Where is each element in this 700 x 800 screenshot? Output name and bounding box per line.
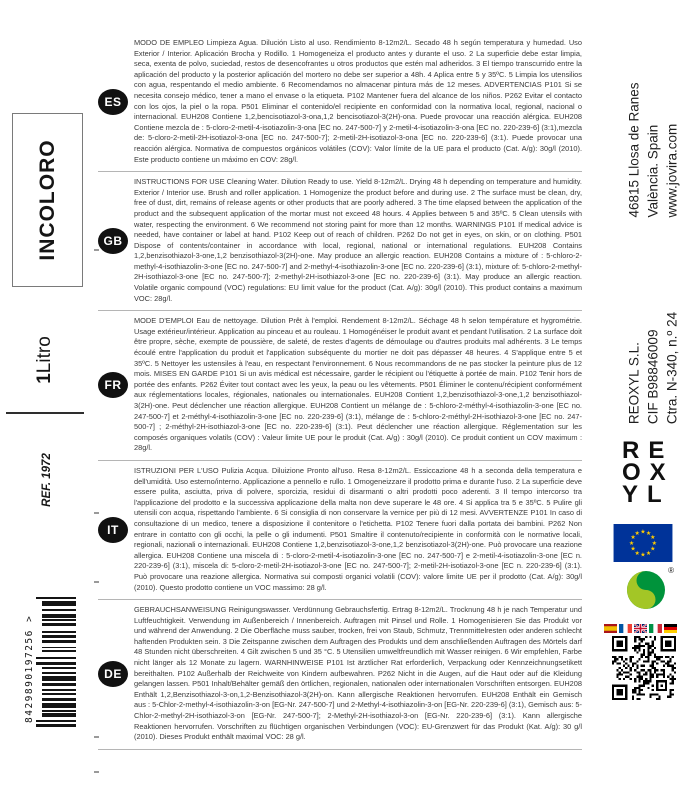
language-flags bbox=[604, 624, 677, 633]
language-badge-fr: FR bbox=[98, 372, 128, 398]
section-de bbox=[98, 600, 582, 750]
instructions-text-it: ISTRUZIONI PER L'USO Pulizia Acqua. Diluizione Pronto all'uso. Resa 8-12m2/L. Essiccazione 48 h a seconda della temperatura e dell'umidità. Uso esterno/interno. Applicazione a pennello e rullo. 1 Omogeneizzare il prodotto prima e durante l'uso. 2 La superficie deve essere pulita, asciutta, priva di polvere, sporcizia, residui di disarmanti o altri prodotti poco aderenti. 3 Il tempo intercorso tra l'applicazione del prodotto e la successiva applicazione della malta non deve superare le 48 ore. 4 Si applica tra 5 e 35ºC. 5 Pulire gli utensili con acqua, rispettando l'ambiente. 6 Si consiglia di non conservare la vernice per più di 12 mesi. AVVERTENZE P101 In caso di consultazione di un medico, tenere a disposizione il contenitore o l'etichetta. P102 Tenere fuori dalla portata dei bambini. P262 Non entrare in contatto con gli occhi, la pelle o gli indumenti. P501 Smaltire il contenuto/recipiente in conformità con le normative locali, regionali, nazionali o internazionali. EUH208 Contiene 1,2,benzisotiazol-3-one,1,2 benzisotiazol-3(2H)-one. Può provocare una reazione allergica. EUH208 Contiene una miscela di : 5-cloro-2-metil-4-isotiazolin-3-one [EC no. 247-500-7] e 2-metil-4-isotiazolin-3-one [EC n. 220-239-6] (3:1), miscela di: 5-cloro-2-metil-2H-isotiazol-3-one [EC no. 247-500-7]; 2-metil-2H-isotiazol-3-one [EC n. 220-239-6] (3:1). Può provocare una reazione allergica. Normativa sui composti organici volatili (COV): valore limite UE per il prodotto (Cat. A/g): 30g/l (2010). Questo prodotto contiene un VOC massimo: 28 g/l. bbox=[134, 465, 582, 592]
logo-row-3: YL bbox=[622, 481, 671, 508]
section-gb bbox=[98, 172, 582, 311]
size-label bbox=[34, 336, 56, 384]
barcode bbox=[24, 593, 76, 727]
company-name: REOXYL S.L. bbox=[626, 342, 642, 425]
svg-text:★: ★ bbox=[640, 528, 646, 536]
company-address-block bbox=[625, 82, 682, 217]
barcode-digits: 8429890197256 bbox=[24, 629, 35, 723]
flag-spain-icon bbox=[604, 624, 617, 633]
size-unit: Litro bbox=[34, 336, 55, 374]
language-badge-gb: GB bbox=[98, 228, 128, 254]
language-badge-de: DE bbox=[98, 661, 128, 687]
product-name-box bbox=[12, 113, 83, 287]
address-line-2: València. Spain bbox=[645, 124, 661, 218]
reoxyl-logo bbox=[622, 437, 675, 508]
size-divider-line bbox=[6, 412, 84, 414]
instructions-column bbox=[98, 33, 582, 750]
size-number: 1 bbox=[34, 373, 55, 384]
section-it bbox=[98, 461, 582, 600]
eu-flag-icon bbox=[612, 524, 674, 567]
svg-text:★: ★ bbox=[650, 534, 656, 542]
instructions-text-gb: INSTRUCTIONS FOR USE Cleaning Water. Dilution Ready to use. Yield 8-12m2/L. Drying 48 h depending on temperature and humidity. Exterior / Interior use. Brush and roller application. 1 Homogenize the product before and during use. 2 The surface must be clean, dry, free of dust, dirt, remains of release agents or other products that are poorly adhered. 3 The time elapsed between the application of the product and the subsequent application of the mortar must not exceed 48 hours. 4 Applies between 5 and 35ºC. 5 Clean utensils with water, respecting the environment. 6 We recommend not storing paint for more than 12 months. WARNINGS P101 If medical advice is needed, have container or label at hand. P102 Keep out of reach of children. P262 Do not get in eyes, on skin, or on clothing. P501 Dispose of contents/container in accordance with local, regional, national or international regulations. EUH208 Contains 1,2,benzisothiazol-3-one,1,2 benzisothiazol-3(2H)-one. May produce an allergic reaction. EUH208 Contains a mixture of : 5-chloro-2-methyl-4-isothiazolin-3-one [EC no. 247-500-7] and 2-methyl-4-isothiazolin-3-one [EC no. 220-239-6] (3:1), mixture of: 5-chloro-2-methyl-2H-isothiazol-3-one [EC no. 247-500-7]; 2-methyl-2H-isothiazol-3-one [EC no. 220-239-6] (3:1). May produce an allergic reaction. Volatile organic compound (VOC) regulations: EU limit value for the product (Cat. A/g): 30g/l (2010). This product contains a maximum VOC: 28g/l. bbox=[134, 177, 582, 303]
svg-text:★: ★ bbox=[651, 539, 658, 547]
svg-text:★: ★ bbox=[650, 545, 656, 553]
svg-text:★: ★ bbox=[645, 549, 652, 557]
svg-text:★: ★ bbox=[630, 534, 636, 542]
language-badge-es: ES bbox=[98, 89, 128, 115]
flag-uk-icon bbox=[634, 624, 647, 633]
barcode-suffix: > bbox=[24, 614, 35, 622]
section-es bbox=[98, 33, 582, 172]
company-road: Ctra. N-340, n.º 24 bbox=[664, 311, 680, 425]
flag-france-icon bbox=[619, 624, 632, 633]
product-name: INCOLORO bbox=[35, 139, 59, 261]
language-badge-it: IT bbox=[98, 517, 128, 543]
svg-text:★: ★ bbox=[628, 539, 635, 547]
flag-germany-icon bbox=[664, 624, 677, 633]
svg-text:★: ★ bbox=[630, 545, 636, 553]
instructions-text-de: GEBRAUCHSANWEISUNG Reinigungswasser. Verdünnung Gebrauchsfertig. Ertrag 8-12m2/L. Trocknung 48 h je nach Temperatur und Luftfeuchtigkeit. Verwendung im Außenbereich / Innenbereich. Auftragen mit Pinsel und Rolle. 1 Homogenisieren Sie das Produkt vor und während der Anwendung. 2 Die Oberfläche muss sauber, trocken, frei von Staub, Schmutz, Trennmittelresten oder anderen schlecht haftenden Produkten sein. 3 Die Zeitspanne zwischen dem Auftragen des Produkts und dem anschließenden Auftragen des Mörtels darf 48 Stunden nicht überschreiten. 4 Gilt zwischen 5 und 35 °C. 5 Utensilien umweltfreundlich mit Wasser reinigen. 6 Wir empfehlen, Farbe nicht länger als 12 Monate zu lagern. WARNHINWEISE P101 Ist ärztlicher Rat erforderlich, Verpackung oder Kennzeichnungsetikett bereithalten. P102 Außerhalb der Reichweite von Kindern aufbewahren. P262 Nicht in die Augen, auf die Haut oder auf die Kleidung gelangen lassen. P501 Inhalt/Behälter gemäß den örtlichen, regionalen, nationalen oder internationalen Vorschriften entsorgen. EUH208 Enthält 1,2,Benzisothiazol-3-on,1,2-Benzisothiazol-3(2H)-on. Kann allergische Reaktionen hervorrufen. EUH208 Enthält ein Gemisch aus : 5-Chlor-2-methyl-4-isothiazolin-3-on [EG-Nr. 247-500-7] und 2-Methyl-4-isothiazolin-3-on [EG-Nr. 220-239-6] (3:1), Gemisch aus: 5-Chlor-2-methyl-2H-isothiazol-3-on [EG-Nr. 247-500-7]; 2-Methyl-2H-isothiazol-3-on [EG-Nr. 220-239-6] (3:1). Kann allergische Reaktionen hervorrufen. Vorschriften zu flüchtigen organischen Verbindungen (VOC): EU-Grenzwert für das Produkt (Kat. A/g): 30 g/l (2010). Dieses Produkt enthält maximal VOC: 28 g/l. bbox=[134, 605, 582, 742]
crop-mark bbox=[94, 771, 99, 773]
instructions-text-fr: MODE D'EMPLOI Eau de nettoyage. Dilution Prêt à l'emploi. Rendement 8-12m2/L. Séchage 48 h selon température et hygrométrie. Usage extérieur/intérieur. Application au pinceau et au rouleau. 1 Homogénéiser le produit avant et pendant l'utilisation. 2 La surface doit être propre, sèche, exempte de poussière, de saleté, de restes d'agents de démoulage ou d'autres produits mal adhérents. 3 Le temps écoulé entre l'application du produit et l'application subséquente du mortier ne doit pas dépasser 48 heures. 4 S'applique entre 5 et 35ºC. 5 Nettoyer les ustensiles à l'eau, en respectant l'environnement. 6 Nous recommandons de ne pas stocker la peinture plus de 12 mois. MISES EN GARDE P101 Si un avis médical est nécessaire, garder le récipient ou l'étiquette à portée de main. P102 Tenir hors de portée des enfants. P262 Éviter tout contact avec les yeux, la peau ou les vêtements. P501 Éliminer le contenu/récipient conformément aux réglementations locales, régionales, nationales ou internationales. EUH208 Contient 1,2,benzisothiazol-3-one,1,2 benzisothiazol-3(2H)-one. Peut déclencher une réaction allergique. EUH208 Contient un mélange de : 5-chloro-2-méthyl-4-isothiazolin-3-one [EC no. 247-500-7] et 2-méthyl-4-isothiazolin-3-one [EC no. 220-239-6] (3:1), mélange de : 5-chloro-2-méthyl-2H-isothiazol-3-one [EC no. 247-500-7] ; 2-méthyl-2H-isothiazol-3-one [EC no. 220-239-6] (3:1). Peut déclencher une réaction allergique. Réglementation sur les composés organiques volatils (COV) : Valeur limite UE pour le produit (Cat. A/g) : 30g/l (2010). Ce produit contient un COV maximum : 28g/l. bbox=[134, 316, 582, 453]
green-dot-recycling-icon bbox=[626, 566, 674, 612]
registered-trademark-symbol: ® bbox=[668, 566, 674, 575]
address-line-1: 46815 Llosa de Ranes bbox=[626, 82, 642, 218]
svg-text:★: ★ bbox=[640, 551, 646, 559]
flag-italy-icon bbox=[649, 624, 662, 633]
svg-text:★: ★ bbox=[634, 530, 641, 538]
instructions-text-es: MODO DE EMPLEO Limpieza Agua. Dilución Listo al uso. Rendimiento 8-12m2/L. Secado 48 h según temperatura y humedad. Uso Exterior / Interior. Aplicación Brocha y Rodillo. 1 Homogeneiza el producto antes y durante el uso. 2 La superficie debe estar limpia, seca, exenta de polvo, suciedad, restos de desencofrantes u otros productos que estén mal adheridos. 3 El tiempo transcurrido entre la aplicación del producto y la posterior aplicación del mortero no debe ser superior a 48h. 4 Aplica entre 5 y 35ºC. 5 Limpia los utensilios con agua, respentando el medio ambiente. 6 Recomendamos no almacenar pintura más de 12 meses. ADVERTENCIAS P101 Si se necesita consejo médico, tener a mano el envase o la etiqueta. P102 Mantener fuera del alcance de los niños. P262 Evitar el contacto con los ojos, la piel o la ropa. P501 Eliminar el contenido/el recipiente en conformidad con la normativa local, regional, nacional o internacional. EUH208 Contiene 1,2,bencisotiazol-3-ona,1,2 bencisotiazol-3(2H)-ona. Puede provocar una reacción alérgica. EUH208 Contiene mezcla de : 5-cloro-2-metil-4-isotiazolin-3-ona [EC no. 247-500-7] y 2-metil-4-isotiazolin-3-ona [EC no. 220-239-6] (3:1),mezcla de: 5-cloro-2-metil-2H-isotiazol-3-ona [EC no. 247-500-7]; 2-metil-2H-isotiazol-3-ona [EC no. 220-239-6] (3:1). Puede provocar una reacción alérgica. Normativa de compuestos orgánicos volátiles (COV): Valor límite de la UE para el producto (Cat. A/g): 30g/l (2010). Este producto contiene un máximo en COV: 28g/l. bbox=[134, 38, 582, 164]
company-legal-block bbox=[625, 312, 682, 424]
reference-label: REF. 1972 bbox=[41, 453, 53, 507]
barcode-bars bbox=[36, 593, 76, 727]
logo-row-1: RE bbox=[622, 437, 674, 464]
qr-code bbox=[612, 636, 676, 700]
svg-text:★: ★ bbox=[645, 530, 652, 538]
company-website: www.jovira.com bbox=[664, 123, 680, 218]
svg-text:★: ★ bbox=[634, 549, 641, 557]
section-fr bbox=[98, 311, 582, 461]
company-cif: CIF B98846009 bbox=[645, 329, 661, 425]
logo-row-2: OX bbox=[622, 459, 675, 486]
